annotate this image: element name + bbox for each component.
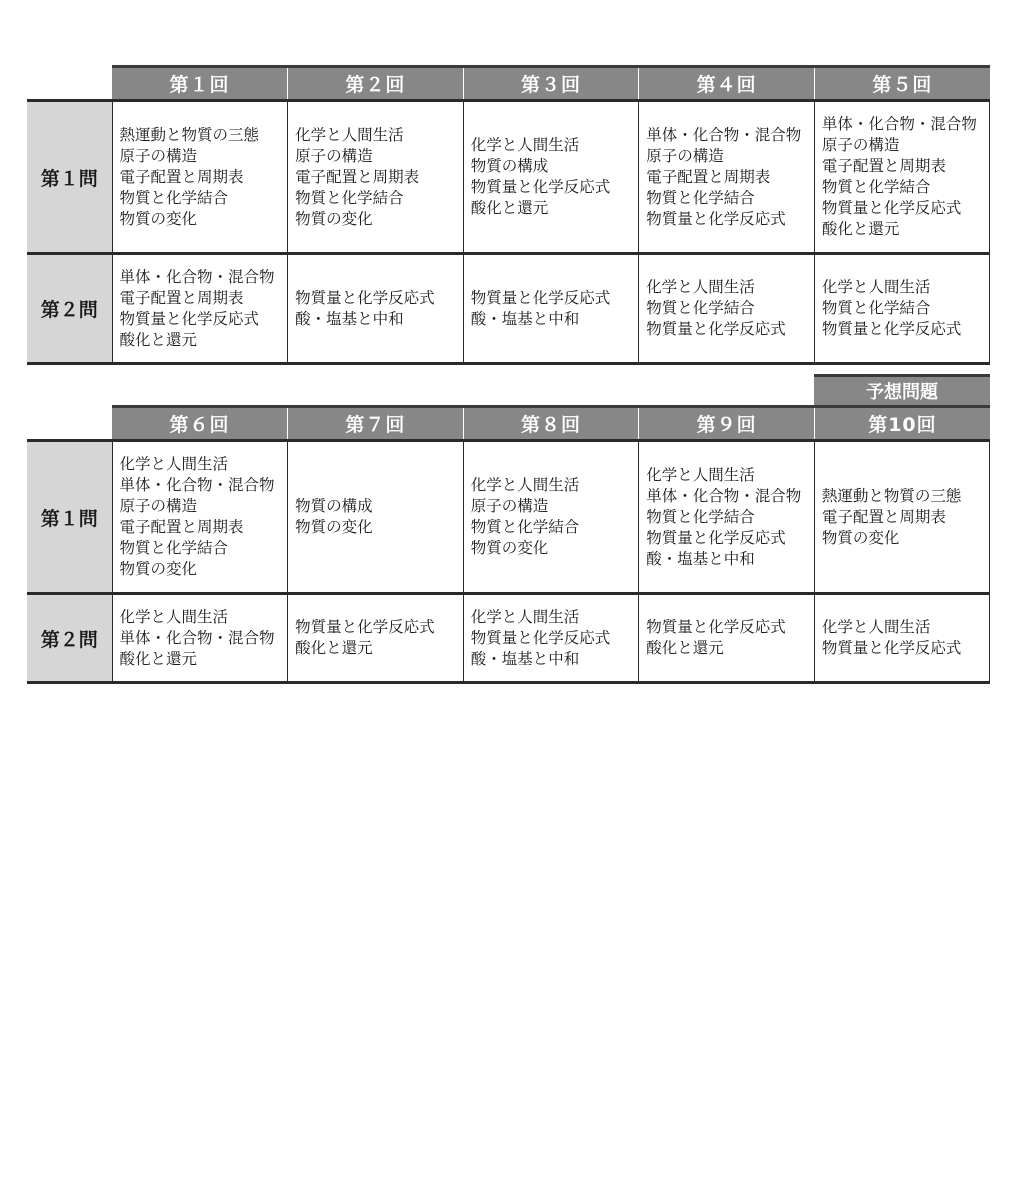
topic-cell: [814, 594, 990, 683]
topic-item: 物質の構成: [295, 497, 373, 515]
round-header: 第１回: [112, 67, 288, 101]
topic-item: 単体・化合物・混合物: [646, 125, 802, 144]
topic-cell: [288, 594, 464, 683]
topic-cell: [112, 254, 288, 364]
topic-item: 物質の変化: [119, 209, 198, 228]
schedule-table-rounds-6-10: [27, 405, 990, 684]
topic-item: 化学と人間生活: [646, 465, 755, 484]
topic-item: 電子配置と周期表: [119, 167, 244, 186]
topic-item: 酸化と還元: [821, 220, 900, 238]
topic-item: 物質と化学結合: [119, 188, 229, 207]
topic-item: 物質と化学結合: [295, 188, 404, 207]
round-header: 第５回: [814, 67, 990, 101]
topic-item: 電子配置と周期表: [295, 167, 420, 186]
round-header: 第６回: [112, 407, 288, 441]
round-header: 第９回: [639, 407, 815, 441]
topic-cell: [463, 101, 639, 254]
topic-item: 単体・化合物・混合物: [119, 267, 275, 286]
topic-item: 物質の変化: [295, 518, 373, 536]
table-corner: [27, 67, 112, 101]
round-header: 第２回: [288, 67, 464, 101]
topic-item: 物質量と化学反応式: [295, 618, 435, 636]
topic-cell: [814, 101, 990, 254]
topic-item: 原子の構造: [821, 136, 900, 154]
topic-item: 酸化と還元: [119, 649, 198, 668]
topic-cell: [639, 101, 815, 254]
topic-item: 物質量と化学反応式: [821, 199, 962, 217]
topic-cell: [288, 101, 464, 254]
round-header: 第４回: [639, 67, 815, 101]
topic-item: 単体・化合物・混合物: [119, 628, 275, 647]
yoso-mondai-label: 予想問題: [814, 374, 990, 405]
topic-item: 物質量と化学反応式: [470, 288, 611, 307]
topic-item: 物質と化学結合: [821, 178, 931, 196]
topic-cell: [288, 254, 464, 364]
topic-item: 電子配置と周期表: [119, 288, 244, 307]
topic-item: 酸・塩基と中和: [295, 309, 404, 328]
table-corner: [27, 407, 112, 441]
question-label: 第２問: [27, 254, 112, 364]
topic-item: 物質と化学結合: [119, 539, 229, 557]
topic-item: 物質量と化学反応式: [295, 288, 435, 307]
topic-item: 化学と人間生活: [119, 455, 229, 473]
topic-item: 物質と化学結合: [646, 299, 755, 317]
topic-item: 物質の変化: [295, 209, 373, 228]
topic-item: 物質の構成: [470, 157, 549, 175]
topic-item: 化学と人間生活: [646, 278, 755, 296]
topic-cell: [112, 101, 288, 254]
topic-item: 化学と人間生活: [470, 136, 580, 154]
topic-cell: [639, 441, 815, 594]
topic-cell: [639, 254, 815, 364]
topic-item: 化学と人間生活: [470, 607, 580, 626]
topic-cell: [463, 254, 639, 364]
topic-item: 物質量と化学反応式: [821, 639, 962, 657]
schedule-table-rounds-1-5: [27, 65, 990, 365]
topic-cell: [112, 441, 288, 594]
topic-item: 化学と人間生活: [119, 607, 229, 626]
topic-item: 単体・化合物・混合物: [119, 476, 275, 494]
topic-item: 原子の構造: [119, 146, 198, 165]
topic-cell: [639, 594, 815, 683]
topic-item: 物質量と化学反応式: [646, 209, 786, 228]
topic-item: 熱運動と物質の三態: [821, 486, 962, 505]
topic-item: 酸・塩基と中和: [470, 649, 580, 668]
topic-item: 物質と化学結合: [470, 518, 580, 536]
topic-item: 物質量と化学反応式: [821, 320, 962, 338]
topic-cell: [463, 441, 639, 594]
round-header: 第７回: [288, 407, 464, 441]
topic-item: 電子配置と周期表: [821, 157, 946, 175]
topic-item: 物質量と化学反応式: [470, 178, 611, 196]
question-label: 第１問: [27, 101, 112, 254]
topic-item: 酸化と還元: [295, 639, 373, 657]
topic-item: 物質量と化学反応式: [470, 628, 611, 647]
topic-item: 電子配置と周期表: [821, 507, 946, 526]
topic-item: 原子の構造: [295, 146, 373, 165]
topic-item: 化学と人間生活: [821, 278, 931, 296]
topic-item: 化学と人間生活: [295, 125, 404, 144]
topic-item: 化学と人間生活: [470, 476, 580, 494]
topic-item: 酸・塩基と中和: [470, 309, 580, 328]
question-label: 第２問: [27, 594, 112, 683]
topic-item: 酸化と還元: [646, 639, 724, 657]
round-header: 第10回: [814, 407, 990, 441]
question-label: 第１問: [27, 441, 112, 594]
topic-item: 単体・化合物・混合物: [646, 486, 802, 505]
topic-item: 単体・化合物・混合物: [821, 115, 977, 133]
topic-item: 物質の変化: [119, 560, 198, 578]
round-header: 第８回: [463, 407, 639, 441]
topic-item: 酸・塩基と中和: [646, 549, 755, 568]
topic-cell: [463, 594, 639, 683]
topic-item: 物質の変化: [470, 539, 549, 557]
topic-item: 物質と化学結合: [821, 299, 931, 317]
topic-item: 原子の構造: [470, 497, 549, 515]
topic-cell: [288, 441, 464, 594]
topic-item: 原子の構造: [119, 497, 198, 515]
topic-item: 酸化と還元: [119, 330, 198, 349]
topic-cell: [814, 254, 990, 364]
topic-item: 物質量と化学反応式: [119, 309, 260, 328]
topic-item: 酸化と還元: [470, 199, 549, 217]
round-header: 第３回: [463, 67, 639, 101]
topic-cell: [814, 441, 990, 594]
topic-item: 物質と化学結合: [646, 507, 755, 526]
topic-item: 物質量と化学反応式: [646, 618, 786, 636]
topic-item: 物質の変化: [821, 528, 900, 547]
topic-item: 熱運動と物質の三態: [119, 125, 260, 144]
topic-item: 物質量と化学反応式: [646, 528, 786, 547]
topic-item: 化学と人間生活: [821, 618, 931, 636]
topic-item: 電子配置と周期表: [119, 518, 244, 536]
topic-item: 物質と化学結合: [646, 188, 755, 207]
topic-item: 電子配置と周期表: [646, 167, 771, 186]
topic-item: 原子の構造: [646, 146, 724, 165]
topic-item: 物質量と化学反応式: [646, 320, 786, 338]
topic-cell: [112, 594, 288, 683]
